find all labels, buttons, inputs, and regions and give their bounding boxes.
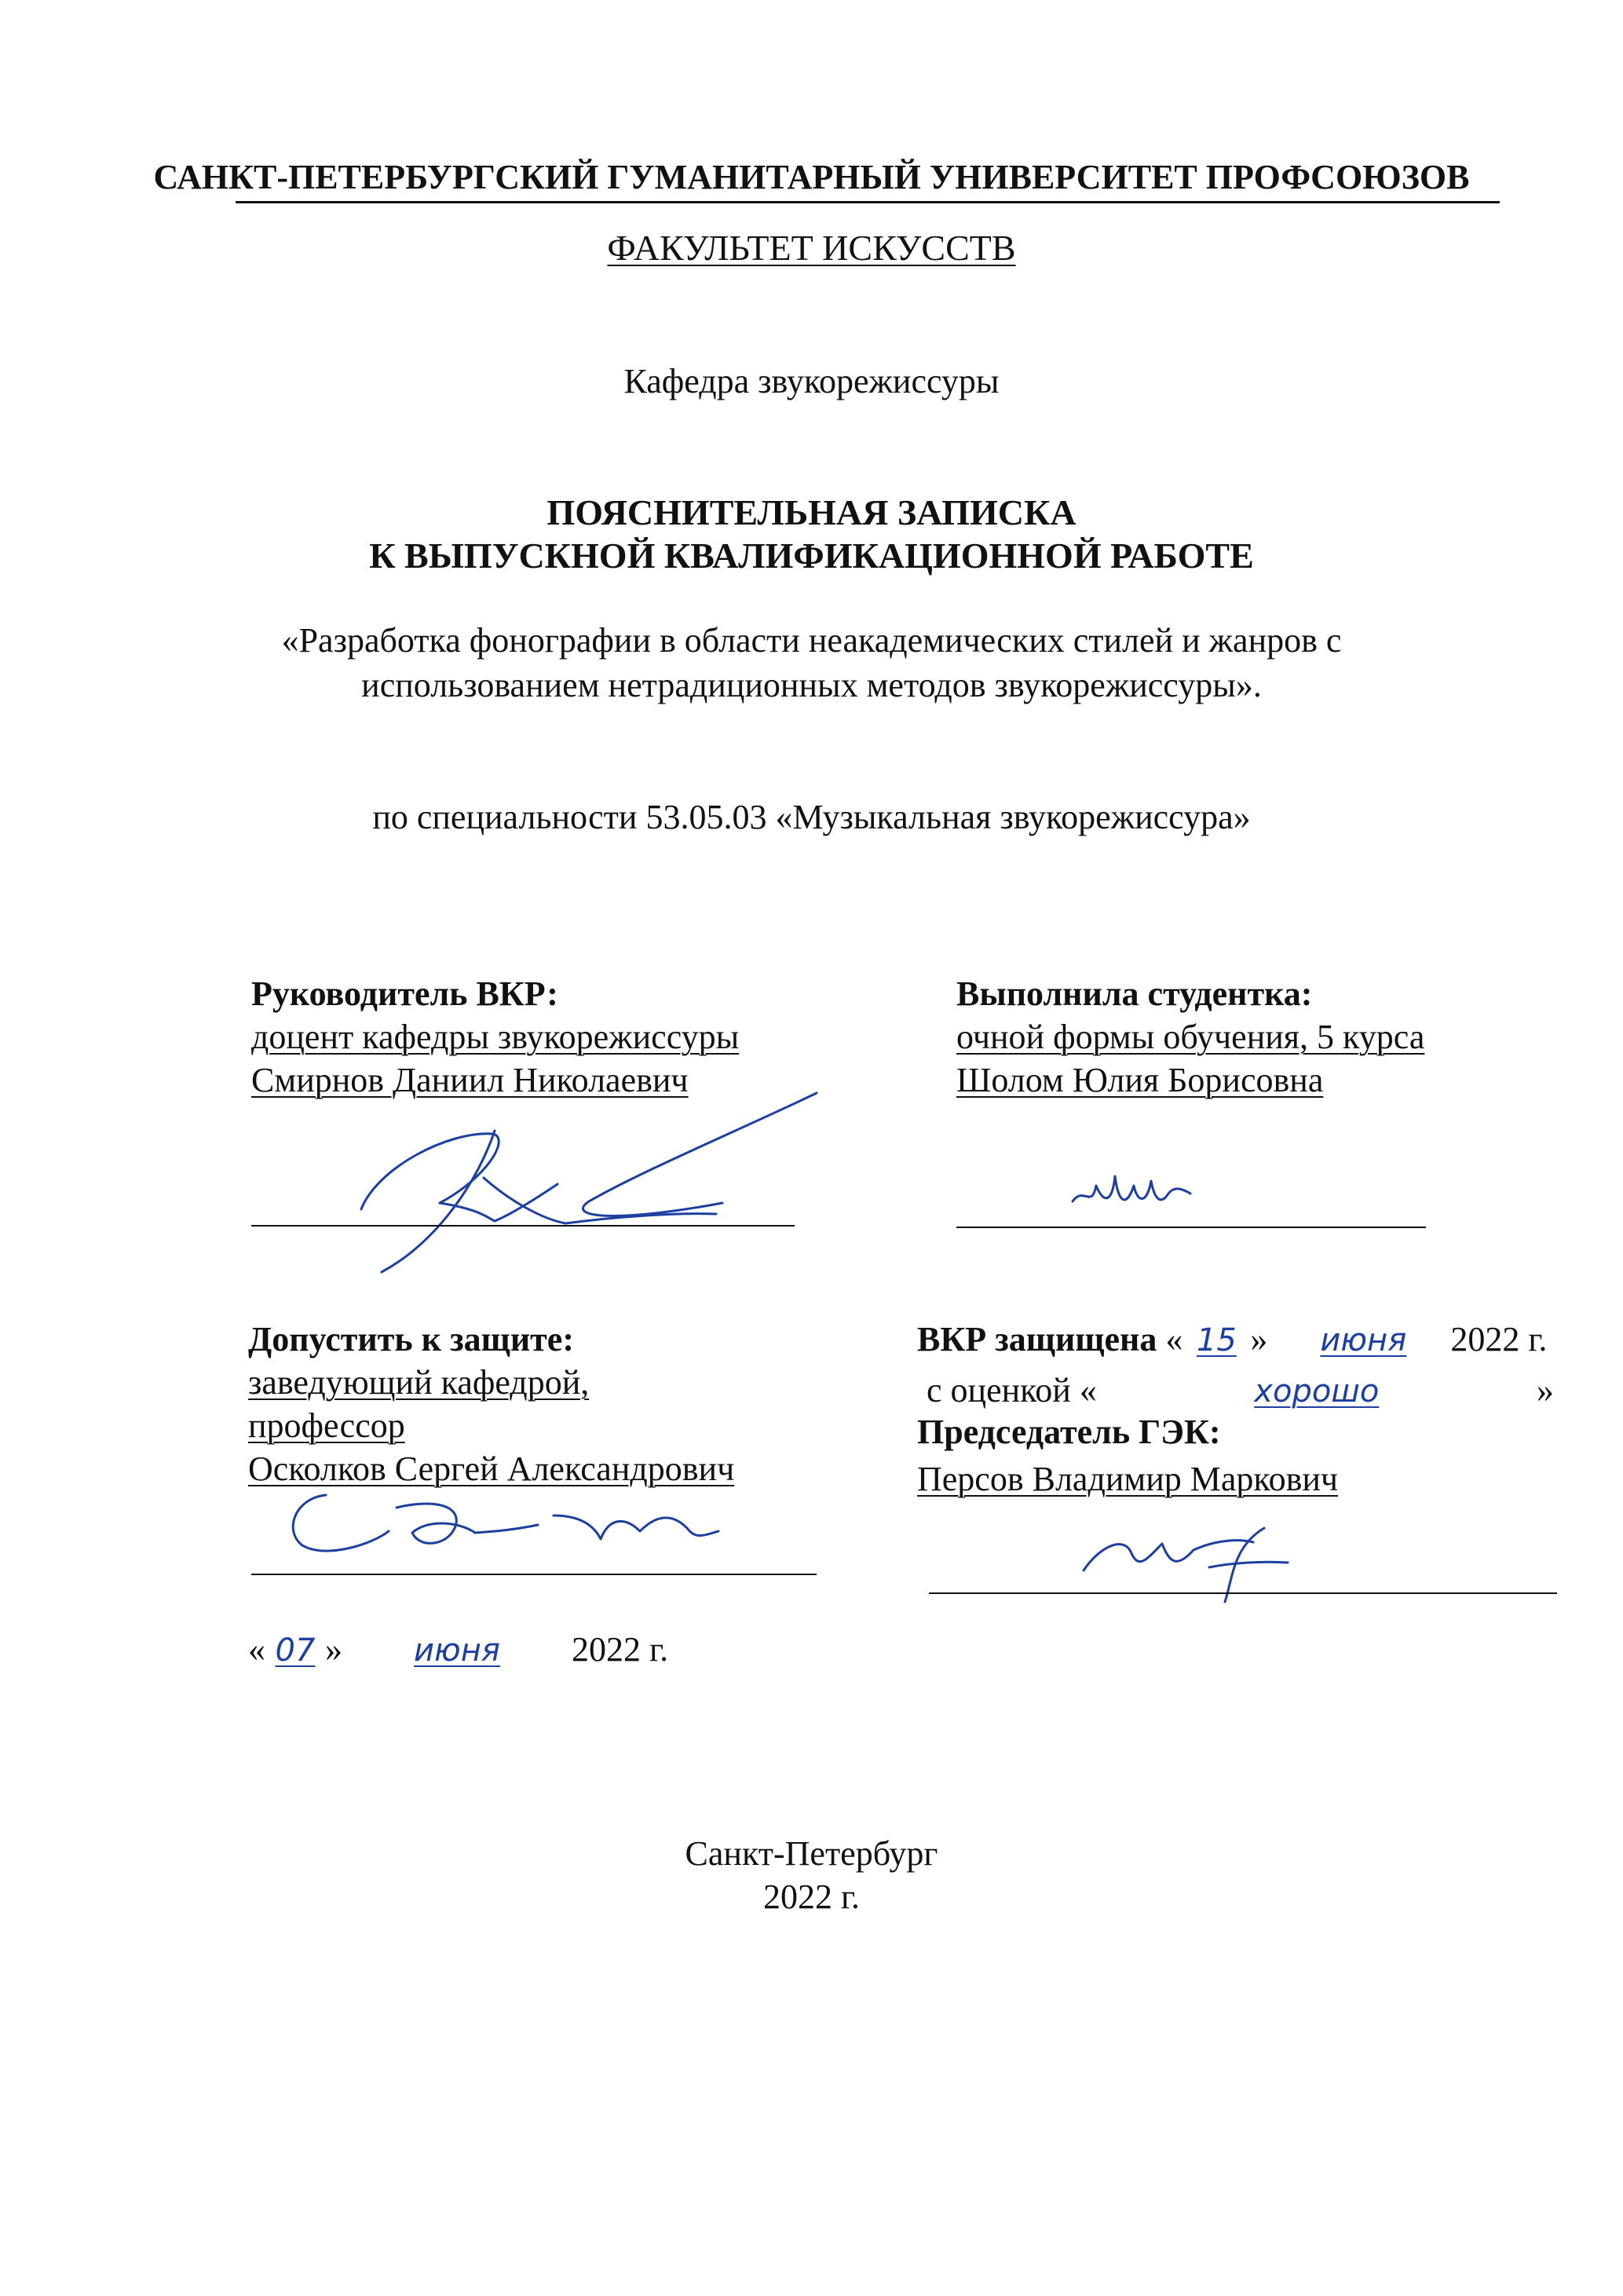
document-title: ПОЯСНИТЕЛЬНАЯ ЗАПИСКА	[546, 492, 1077, 532]
department-name: Кафедра звукорежиссуры	[623, 362, 1000, 400]
defense-line: ВКР защищена « 15 » июня 2022 г.	[917, 1319, 1547, 1361]
header-rule	[236, 201, 1500, 203]
supervisor-heading: Руководитель ВКР:	[251, 974, 558, 1013]
commission-chair-name: Персов Владимир Маркович	[917, 1460, 1339, 1498]
student-signature	[1068, 1162, 1225, 1233]
admission-date: « 07 » июня 2022 г.	[248, 1629, 668, 1671]
commission-chair-signature-line	[929, 1592, 1557, 1594]
student-heading: Выполнила студентка:	[956, 974, 1313, 1013]
supervisor-position: доцент кафедры звукорежиссуры	[251, 1018, 740, 1056]
commission-chair-signature	[1076, 1515, 1311, 1610]
specialty: по специальности 53.05.03 «Музыкальная звукорежиссура»	[372, 798, 1251, 836]
supervisor-signature	[330, 1084, 832, 1288]
admission-name: Осколков Сергей Александрович	[248, 1450, 735, 1488]
defense-heading: ВКР защищена	[917, 1320, 1157, 1358]
student-name: Шолом Юлия Борисовна	[956, 1061, 1324, 1099]
defense-day: 15	[1196, 1322, 1237, 1358]
supervisor-signature-line	[251, 1225, 795, 1227]
supervisor-name: Смирнов Даниил Николаевич	[251, 1061, 689, 1099]
thesis-topic-line-2: использованием нетрадиционных методов звукорежиссуры».	[361, 666, 1262, 704]
document-subtitle: К ВЫПУСКНОЙ КВАЛИФИКАЦИОННОЙ РАБОТЕ	[369, 536, 1254, 576]
commission-chair-heading: Председатель ГЭК:	[917, 1413, 1221, 1451]
student-signature-line	[956, 1227, 1426, 1228]
admission-position-2: профессор	[248, 1406, 405, 1445]
faculty-name: ФАКУЛЬТЕТ ИСКУССТВ	[607, 228, 1016, 268]
student-details: очной формы обучения, 5 курса	[956, 1018, 1425, 1056]
university-name: САНКТ-ПЕТЕРБУРГСКИЙ ГУМАНИТАРНЫЙ УНИВЕРСИТЕТ ПРОФСОЮЗОВ	[153, 158, 1470, 196]
city: Санкт-Петербург	[685, 1834, 938, 1873]
admission-signature-line	[251, 1574, 817, 1575]
grade-value: хорошо	[1254, 1373, 1380, 1409]
footer-year: 2022 г.	[762, 1877, 861, 1916]
admission-position-1: заведующий кафедрой,	[248, 1363, 590, 1402]
defense-grade: с оценкой « хорошо »	[927, 1370, 1554, 1412]
admission-day: 07	[275, 1632, 316, 1669]
admission-heading: Допустить к защите:	[248, 1320, 574, 1358]
head-of-department-signature	[279, 1484, 734, 1570]
defense-month: июня	[1320, 1322, 1407, 1358]
thesis-topic-line-1: «Разработка фонографии в области неакадемических стилей и жанров с	[281, 621, 1342, 660]
admission-month: июня	[414, 1632, 500, 1669]
